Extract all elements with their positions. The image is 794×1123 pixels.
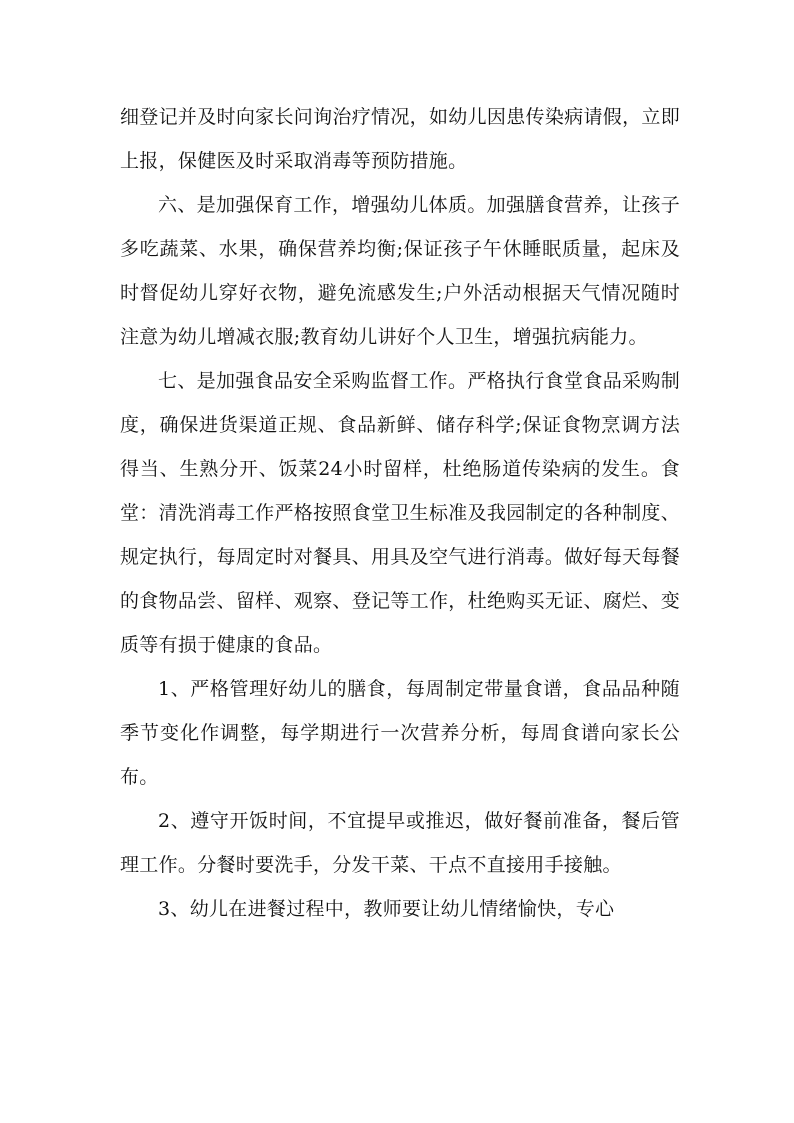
paragraph-item-seven: 七、是加强食品安全采购监督工作。严格执行食堂食品采购制度，确保进货渠道正规、食品新鲜、储存科学;保证食物烹调方法得当、生熟分开、饭菜24小时留样，杜绝肠道传染病的发生。食堂：清洗消毒工作严格按照食堂卫生标准及我园制定的各种制度、规定执行，每周定时对餐具、用具及空气进行消毒。做好每天每餐的食物品尝、留样、观察、登记等工作，杜绝购买无证、腐烂、变质等有损于健康的食品。 bbox=[120, 370, 680, 656]
paragraph-continuation: 细登记并及时向家长问询治疗情况，如幼儿因患传染病请假，立即上报，保健医及时采取消毒等预防措施。 bbox=[120, 106, 680, 172]
paragraph-subitem-3: 3、幼儿在进餐过程中，教师要让幼儿情绪愉快，专心 bbox=[158, 898, 615, 920]
document-body bbox=[120, 95, 680, 931]
paragraph-subitem-1: 1、严格管理好幼儿的膳食，每周制定带量食谱，食品品种随季节变化作调整，每学期进行一次营养分析，每周食谱向家长公布。 bbox=[120, 678, 680, 788]
paragraph-subitem-2: 2、遵守开饭时间，不宜提早或推迟，做好餐前准备，餐后管理工作。分餐时要洗手，分发干菜、干点不直接用手接触。 bbox=[120, 810, 680, 876]
paragraph-item-six: 六、是加强保育工作，增强幼儿体质。加强膳食营养，让孩子多吃蔬菜、水果，确保营养均衡;保证孩子午休睡眠质量，起床及时督促幼儿穿好衣物，避免流感发生;户外活动根据天气情况随时注意为幼儿增减衣服;教育幼儿讲好个人卫生，增强抗病能力。 bbox=[120, 194, 680, 348]
